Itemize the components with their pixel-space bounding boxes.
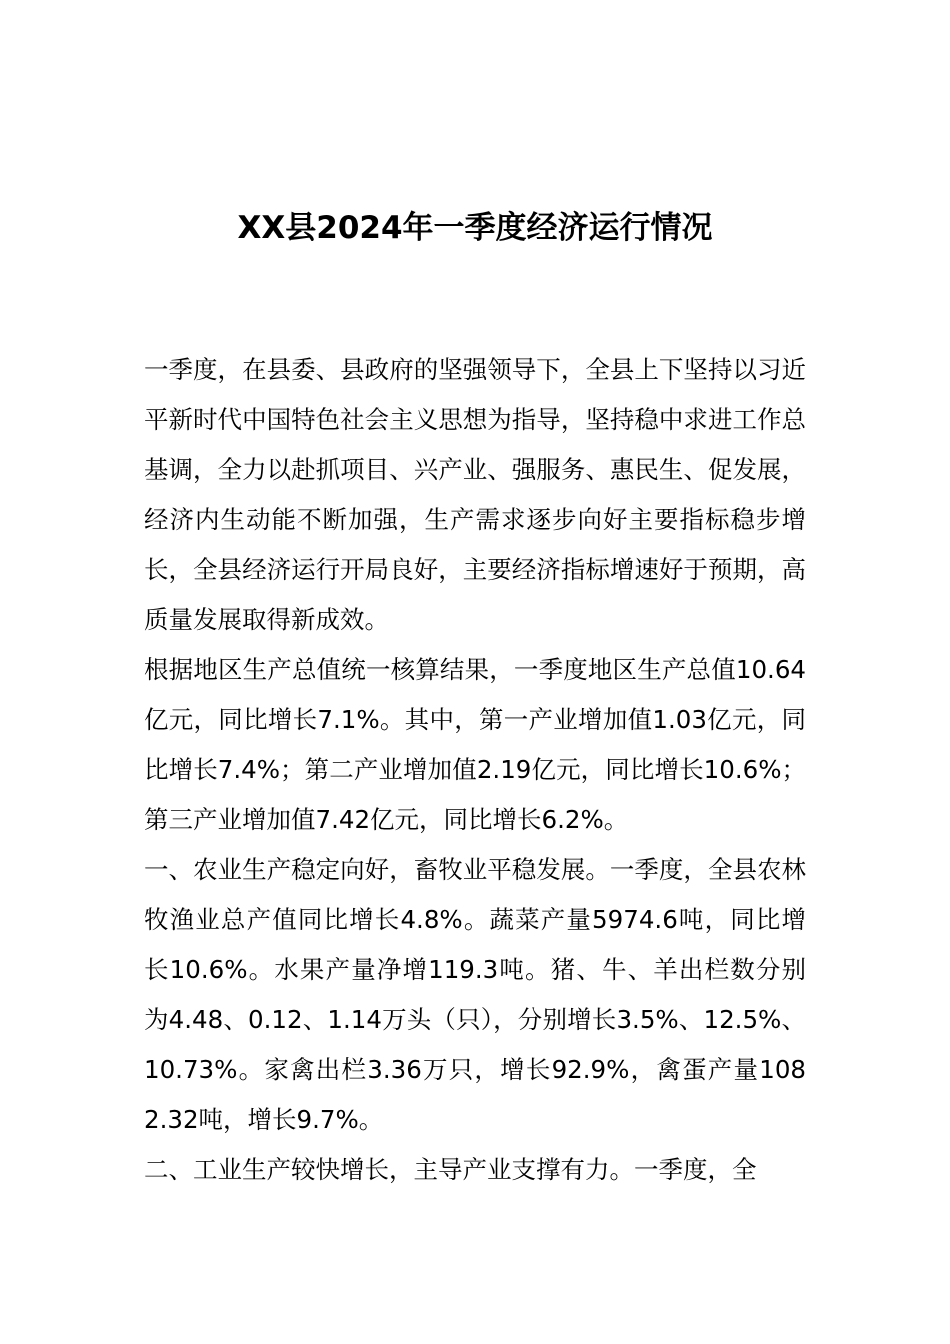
paragraph-gdp: 根据地区生产总值统一核算结果，一季度地区生产总值10.64亿元，同比增长7.1%。其中，第一产业增加值1.03亿元，同比增长7.4%；第二产业增加值2.19亿元，同比增长10.6%；第三产业增加值7.42亿元，同比增长6.2%。: [144, 655, 806, 834]
paragraph-agriculture: 一、农业生产稳定向好，畜牧业平稳发展。一季度，全县农林牧渔业总产值同比增长4.8%。蔬菜产量5974.6吨，同比增长10.6%。水果产量净增119.3吨。猪、牛、羊出栏数分别为4.48、0.12、1.14万头（只），分别增长3.5%、12.5%、10.73%。家禽出栏3.36万只，增长92.9%，禽蛋产量1082.32吨，增长9.7%。: [144, 855, 806, 1134]
paragraph-intro: 一季度，在县委、县政府的坚强领导下，全县上下坚持以习近平新时代中国特色社会主义思想为指导，坚持稳中求进工作总基调，全力以赴抓项目、兴产业、强服务、惠民生、促发展，经济内生动能不断加强，生产需求逐步向好主要指标稳步增长，全县经济运行开局良好，主要经济指标增速好于预期，高质量发展取得新成效。: [144, 355, 806, 634]
document-body: [144, 345, 806, 1195]
paragraph-industry: 二、工业生产较快增长，主导产业支撑有力。一季度，全: [144, 1155, 757, 1184]
document-title: XX县2024年一季度经济运行情况: [237, 210, 713, 246]
